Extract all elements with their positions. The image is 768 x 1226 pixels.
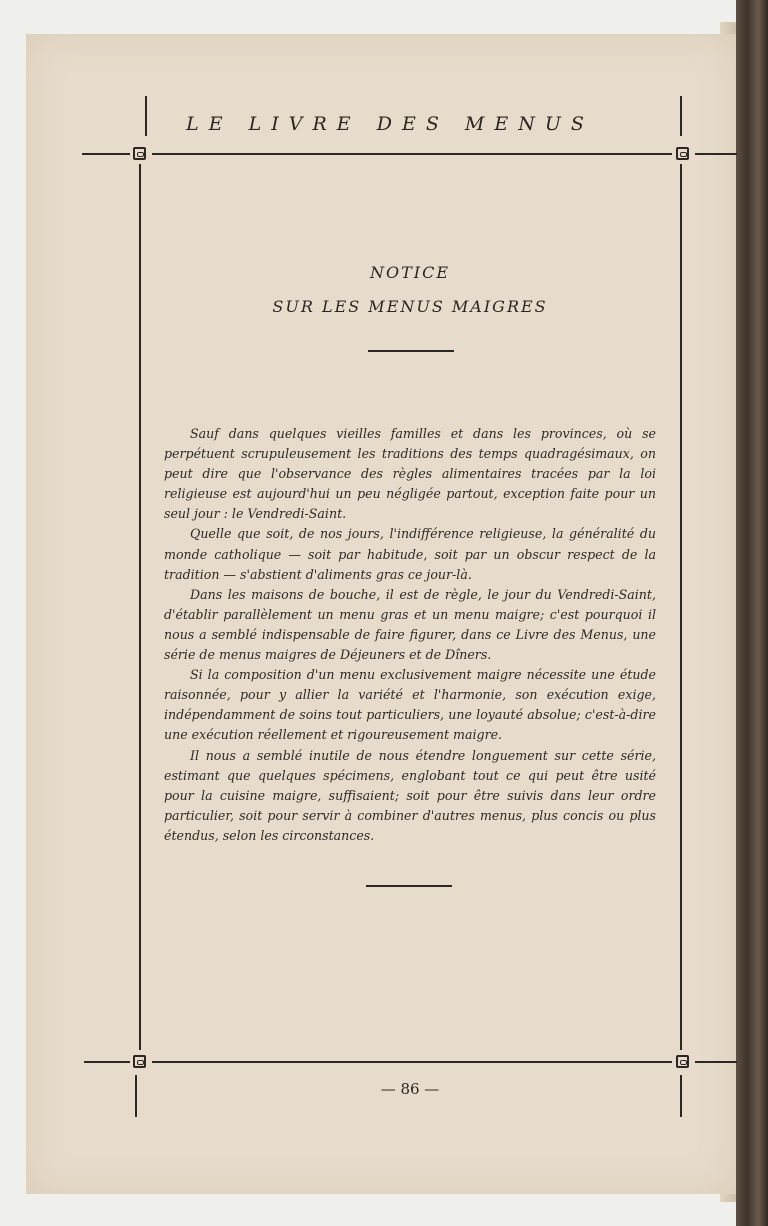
frame-bottom-left-extension (84, 1061, 130, 1063)
notice-subtitle: SUR LES MENUS MAIGRES (272, 297, 548, 316)
paragraph: Il nous a semblé inutile de nous étendre longuement sur cette série, estimant que quelques spécimens, englobant tout ce qui peut être usité pour la cuisine maigre, suffisaient; soit pour être suivis dans leur ordre particulier, soit pour servir à combiner d'autres menus, plus concis ou plus étendus, selon les circonstances. (164, 747, 656, 843)
corner-ornament-top-left (133, 147, 146, 160)
frame-top-line (152, 153, 672, 155)
closing-divider (366, 885, 452, 887)
paragraph: Quelle que soit, de nos jours, l'indifférence religieuse, la généralité du monde catholique — soit par habitude, soit par un obscur respect de la tradition — s'abstient d'aliments gras ce jour-là. (164, 526, 656, 582)
frame-right-line (680, 164, 682, 1050)
paragraph: Dans les maisons de bouche, il est de règle, le jour du Vendredi-Saint, d'établir parallèlement un menu gras et un menu maigre; c'est pourquoi il nous a semblé indispensable de faire figurer, dans ce Livre des Menus, une série de menus maigres de Déjeuners et de Dîners. (164, 586, 656, 663)
running-header: LE LIVRE DES MENUS (186, 113, 594, 135)
paragraph: Si la composition d'un menu exclusivement maigre nécessite une étude raisonnée, pour y allier la variété et l'harmonie, son exécution exige, indépendamment de soins tout particuliers, une loyauté absolue; c'est-à-dire une exécution réellement et rigoureusement maigre. (164, 667, 656, 743)
notice-title: NOTICE (369, 263, 451, 282)
frame-tick-top-right (680, 96, 682, 136)
page-number: — 86 — (380, 1080, 440, 1098)
frame-tick-top-left (145, 96, 147, 136)
frame-tick-bottom-left (135, 1075, 137, 1117)
corner-ornament-top-right (676, 147, 689, 160)
corner-ornament-bottom-right (676, 1055, 689, 1068)
frame-bottom-right-extension (695, 1061, 737, 1063)
title-divider (368, 350, 454, 352)
frame-left-line (139, 164, 141, 1050)
book-spine (736, 0, 768, 1226)
frame-top-right-extension (695, 153, 737, 155)
frame-tick-bottom-right (680, 1075, 682, 1117)
paragraph: Sauf dans quelques vieilles familles et dans les provinces, où se perpétuent scrupuleusement les traditions des temps quadragésimaux, on peut dire que l'observance des règles alimentaires tracées par la loi religieuse est aujourd'hui un peu négligée partout, exception faite pour un seul jour : le Vendredi-Saint. (164, 426, 656, 522)
notice-body (164, 424, 656, 846)
corner-ornament-bottom-left (133, 1055, 146, 1068)
frame-bottom-line (152, 1061, 672, 1063)
frame-top-left-extension (82, 153, 130, 155)
